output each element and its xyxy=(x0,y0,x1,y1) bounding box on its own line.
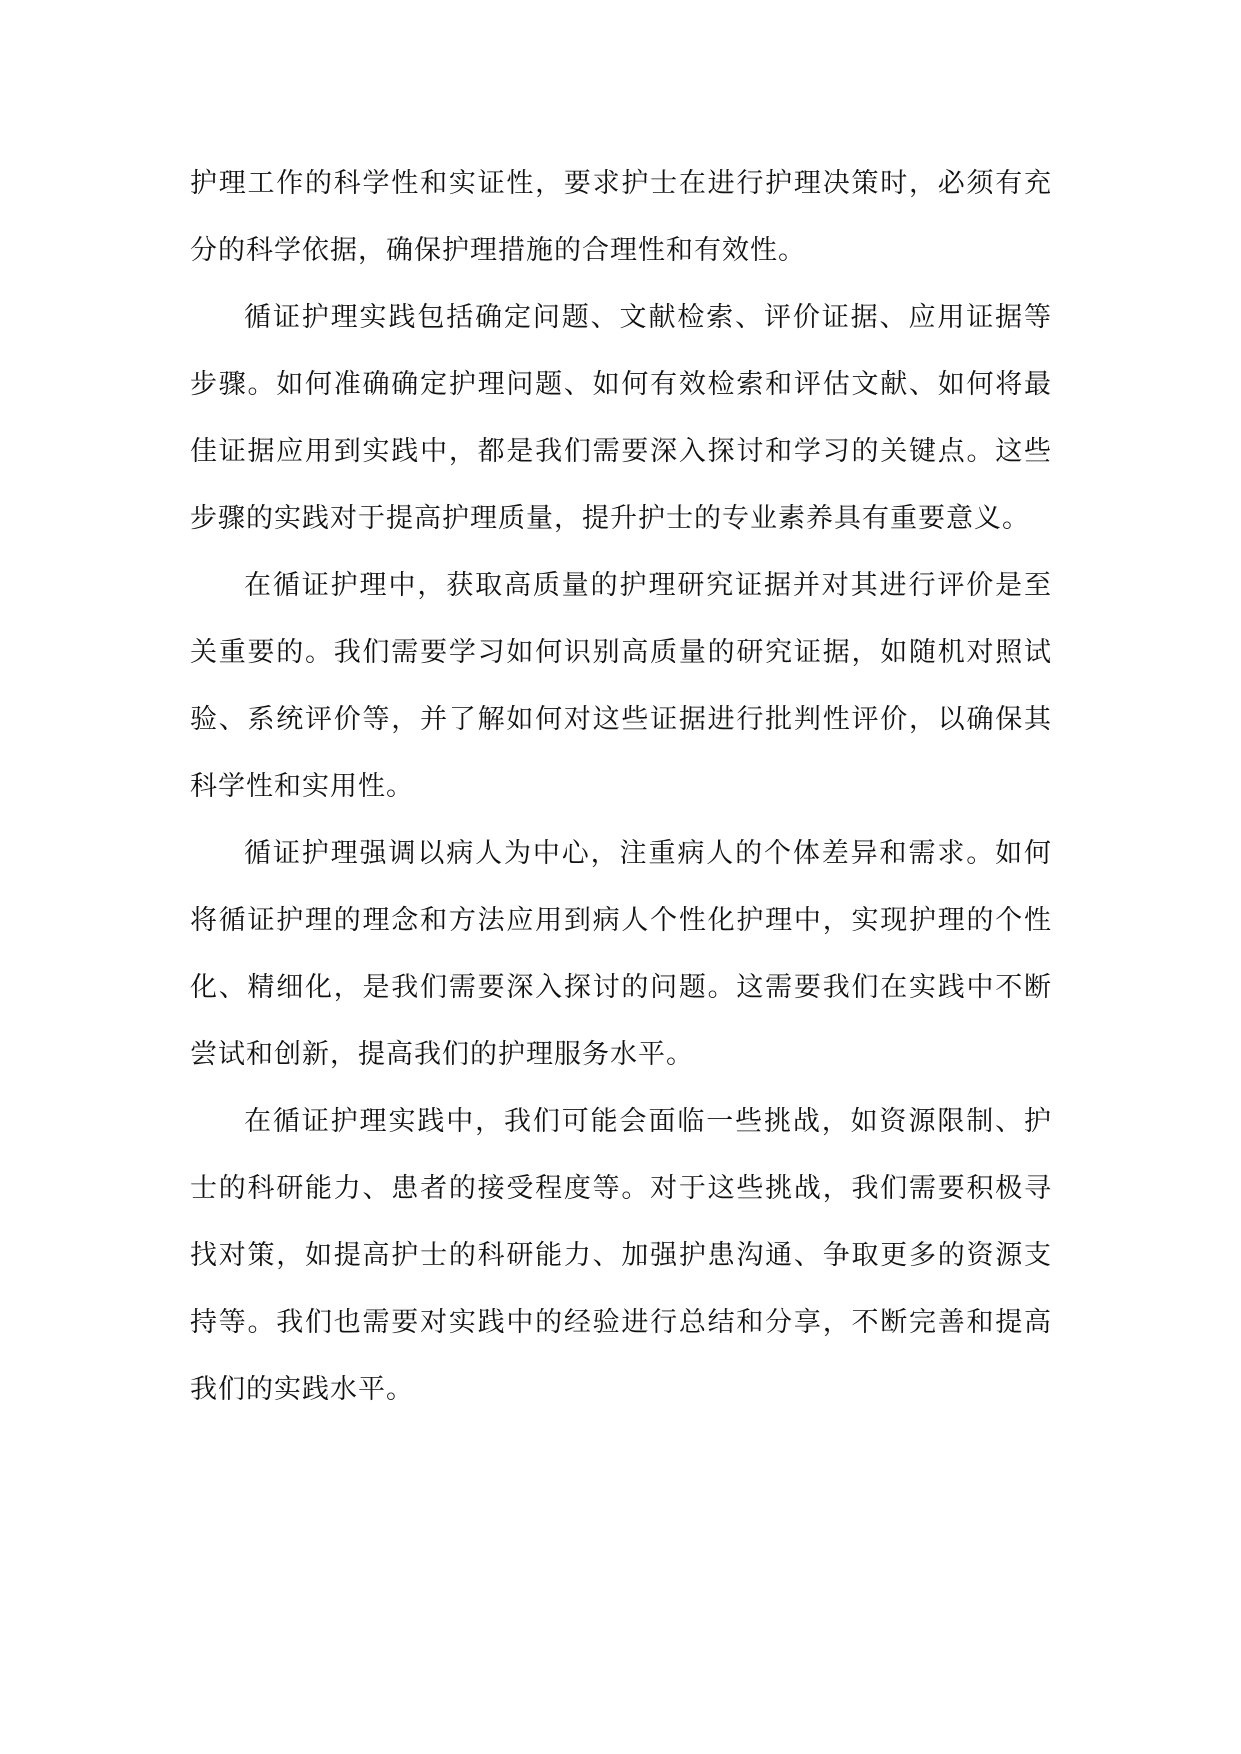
document-body xyxy=(190,150,1052,1423)
paragraph-2: 循证护理实践包括确定问题、文献检索、评价证据、应用证据等步骤。如何准确确定护理问题、如何有效检索和评估文献、如何将最佳证据应用到实践中，都是我们需要深入探讨和学习的关键点。这些步骤的实践对于提高护理质量，提升护士的专业素养具有重要意义。 xyxy=(190,302,1052,534)
paragraph-3: 在循证护理中，获取高质量的护理研究证据并对其进行评价是至关重要的。我们需要学习如何识别高质量的研究证据，如随机对照试验、系统评价等，并了解如何对这些证据进行批判性评价，以确保其科学性和实用性。 xyxy=(190,570,1052,802)
paragraph-4: 循证护理强调以病人为中心，注重病人的个体差异和需求。如何将循证护理的理念和方法应用到病人个性化护理中，实现护理的个性化、精细化，是我们需要深入探讨的问题。这需要我们在实践中不断尝试和创新，提高我们的护理服务水平。 xyxy=(190,838,1052,1070)
paragraph-1: 护理工作的科学性和实证性，要求护士在进行护理决策时，必须有充分的科学依据，确保护理措施的合理性和有效性。 xyxy=(190,168,1052,266)
paragraph-5: 在循证护理实践中，我们可能会面临一些挑战，如资源限制、护士的科研能力、患者的接受程度等。对于这些挑战，我们需要积极寻找对策，如提高护士的科研能力、加强护患沟通、争取更多的资源支持等。我们也需要对实践中的经验进行总结和分享，不断完善和提高我们的实践水平。 xyxy=(190,1106,1052,1405)
